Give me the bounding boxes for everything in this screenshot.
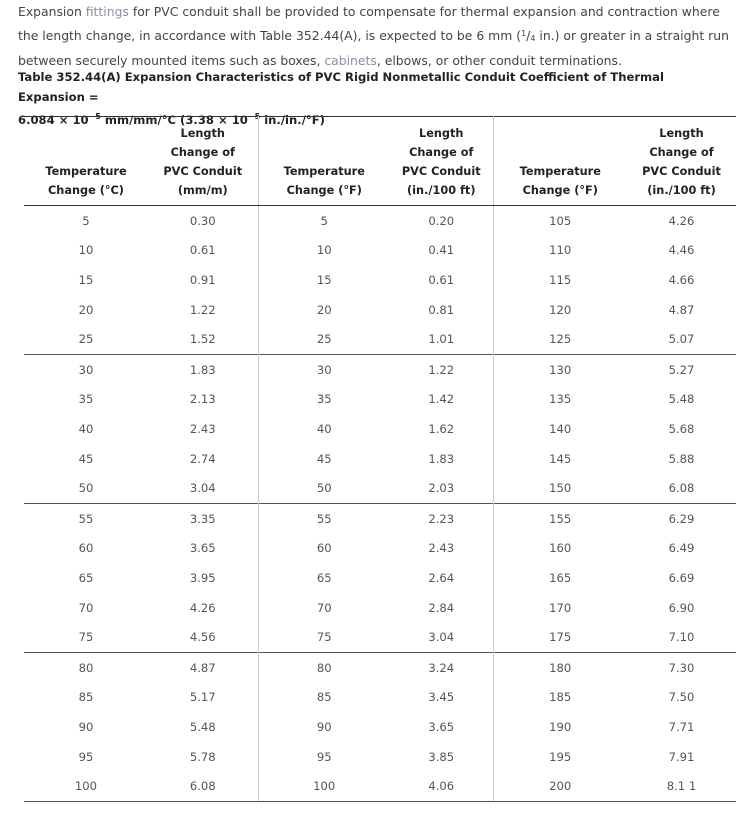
table-cell: 1.62 bbox=[390, 414, 493, 444]
column-header-line: Change of bbox=[649, 146, 714, 159]
column-header-line: Length bbox=[419, 127, 464, 140]
intro-text-3: in.) or greater in a straight run between securely mounted items such as boxes, bbox=[18, 28, 729, 68]
table-cell: 55 bbox=[24, 503, 148, 533]
table-cell: 2.03 bbox=[390, 474, 493, 504]
table-row bbox=[24, 563, 736, 593]
table-cell: 55 bbox=[258, 503, 390, 533]
table-cell: 5.48 bbox=[668, 392, 695, 407]
table-cell: 0.41 bbox=[390, 235, 493, 265]
table-cell: 3.95 bbox=[148, 563, 258, 593]
table-row bbox=[24, 623, 736, 653]
table-cell: 45 bbox=[316, 451, 332, 466]
table-cell: 4.26 bbox=[148, 593, 258, 623]
table-cell: 7.50 bbox=[668, 690, 695, 705]
column-header-line: Length bbox=[659, 127, 704, 140]
table-cell: 3.04 bbox=[390, 623, 493, 653]
table-cell: 0.91 bbox=[148, 265, 258, 295]
table-cell: 5 bbox=[320, 213, 328, 228]
table-cell: 7.71 bbox=[668, 719, 695, 734]
fraction-numerator: 1 bbox=[521, 29, 527, 38]
table-row bbox=[24, 265, 736, 295]
table-cell: 1.22 bbox=[390, 354, 493, 384]
column-header-5 bbox=[493, 117, 627, 206]
table-cell: 50 bbox=[316, 481, 332, 496]
table-row bbox=[24, 474, 736, 504]
table-cell: 4.87 bbox=[148, 652, 258, 682]
table-cell: 15 bbox=[78, 272, 94, 287]
table-cell: 7.91 bbox=[668, 749, 695, 764]
table-cell: 80 bbox=[24, 652, 148, 682]
table-cell: 200 bbox=[493, 772, 627, 802]
table-cell: 140 bbox=[549, 421, 572, 436]
table-cell: 5.48 bbox=[148, 712, 258, 742]
column-header-2 bbox=[148, 117, 258, 206]
table-cell: 1.83 bbox=[390, 444, 493, 474]
column-header-line: (in./100 ft) bbox=[407, 184, 476, 197]
table-header bbox=[24, 117, 736, 206]
table-cell: 85 bbox=[316, 690, 332, 705]
table-cell: 4.87 bbox=[668, 302, 695, 317]
table-cell: 105 bbox=[549, 213, 572, 228]
table-cell: 70 bbox=[316, 600, 332, 615]
table-cell: 1.83 bbox=[148, 354, 258, 384]
table-cell: 170 bbox=[549, 600, 572, 615]
table-cell: 2.43 bbox=[148, 414, 258, 444]
table-cell: 0.81 bbox=[390, 295, 493, 325]
table-cell: 6.90 bbox=[668, 600, 695, 615]
table-cell: 120 bbox=[549, 302, 572, 317]
table-row bbox=[24, 652, 736, 682]
column-header-1 bbox=[24, 117, 148, 206]
table-cell: 5.17 bbox=[148, 682, 258, 712]
column-header-line: PVC Conduit bbox=[642, 165, 721, 178]
table-cell: 6.29 bbox=[627, 503, 736, 533]
table-cell: 165 bbox=[549, 570, 572, 585]
table-cell: 3.65 bbox=[148, 533, 258, 563]
table-cell: 45 bbox=[78, 451, 94, 466]
table-cell: 75 bbox=[316, 630, 332, 645]
table-cell: 25 bbox=[78, 332, 94, 347]
table-cell: 90 bbox=[78, 719, 94, 734]
column-header-line: Temperature bbox=[45, 165, 127, 178]
table-cell: 2.43 bbox=[390, 533, 493, 563]
table-row bbox=[24, 712, 736, 742]
table-row bbox=[24, 444, 736, 474]
table-cell: 145 bbox=[549, 451, 572, 466]
column-header-line: Change (°F) bbox=[286, 184, 362, 197]
table-cell: 110 bbox=[549, 243, 572, 258]
table-cell: 160 bbox=[549, 541, 572, 556]
table-cell: 115 bbox=[549, 272, 572, 287]
table-cell: 5.07 bbox=[668, 332, 695, 347]
table-cell: 0.20 bbox=[390, 206, 493, 236]
table-row bbox=[24, 295, 736, 325]
table-row bbox=[24, 384, 736, 414]
table-cell: 95 bbox=[316, 749, 332, 764]
table-cell: 6.49 bbox=[668, 541, 695, 556]
table-cell: 5.88 bbox=[668, 451, 695, 466]
table-cell: 85 bbox=[78, 690, 94, 705]
table-cell: 20 bbox=[316, 302, 332, 317]
column-header-line: Temperature bbox=[519, 165, 601, 178]
column-header-line: Temperature bbox=[283, 165, 365, 178]
quarter-fraction: $^1/_4$ bbox=[521, 28, 536, 43]
table-cell: 5.68 bbox=[668, 421, 695, 436]
intro-text-2: for PVC conduit shall be provided to compensate for thermal expansion and contraction where the length change, in accordance with Table 352.44(A), is expected to be 6 mm ( bbox=[18, 4, 720, 43]
column-header-6 bbox=[627, 117, 736, 206]
table-cell: 1.52 bbox=[148, 325, 258, 355]
table-cell: 65 bbox=[316, 570, 332, 585]
table-cell: 155 bbox=[493, 503, 627, 533]
table-cell: 7.30 bbox=[627, 652, 736, 682]
table-cell: 125 bbox=[549, 332, 572, 347]
table-caption-line-2: $6.084 \times 10^{-5}$ mm/mm/°C ($3.38 \times 10^{-5}$ in./in./°F) bbox=[18, 112, 325, 127]
table-row bbox=[24, 682, 736, 712]
table-cell: 80 bbox=[258, 652, 390, 682]
table-cell: 1.01 bbox=[390, 325, 493, 355]
column-header-line: PVC Conduit bbox=[401, 165, 481, 178]
column-header-4 bbox=[390, 117, 493, 206]
table-cell: 20 bbox=[78, 302, 94, 317]
table-cell: 0.61 bbox=[390, 265, 493, 295]
table-cell: 35 bbox=[78, 392, 94, 407]
column-header-line: Change of bbox=[409, 146, 474, 159]
table-cell: 4.46 bbox=[668, 243, 695, 258]
table-row bbox=[24, 772, 736, 802]
fittings-link[interactable]: fittings bbox=[85, 4, 129, 19]
table-cell: 6.08 bbox=[148, 772, 258, 802]
table-cell: 195 bbox=[549, 749, 572, 764]
table-cell: 65 bbox=[78, 570, 94, 585]
table-row bbox=[24, 325, 736, 355]
table-row bbox=[24, 533, 736, 563]
table-cell: 190 bbox=[549, 719, 572, 734]
table-cell: 100 bbox=[24, 772, 148, 802]
table-cell: 3.04 bbox=[148, 474, 258, 504]
table-cell: 5.27 bbox=[627, 354, 736, 384]
table-cell: 4.06 bbox=[390, 772, 493, 802]
table-row bbox=[24, 354, 736, 384]
header-row bbox=[24, 117, 736, 206]
table-cell: 40 bbox=[78, 421, 94, 436]
cabinets-link[interactable]: cabinets bbox=[324, 53, 377, 68]
table-cell: 60 bbox=[78, 541, 94, 556]
table-row bbox=[24, 593, 736, 623]
table-cell: 0.61 bbox=[148, 235, 258, 265]
table-cell: 10 bbox=[316, 243, 332, 258]
table-row bbox=[24, 414, 736, 444]
column-header-line: (mm/m) bbox=[177, 184, 228, 197]
table-cell: 30 bbox=[258, 354, 390, 384]
table-row bbox=[24, 206, 736, 236]
table-body bbox=[24, 206, 736, 802]
column-header-line: Length bbox=[180, 127, 225, 140]
table-cell: 75 bbox=[78, 630, 94, 645]
table-cell: 4.66 bbox=[668, 272, 695, 287]
table-cell: 6.08 bbox=[668, 481, 695, 496]
column-header-line: Change (°C) bbox=[48, 184, 124, 197]
intro-text-4: , elbows, or other conduit terminations. bbox=[376, 53, 622, 68]
table-cell: 8.1 1 bbox=[627, 772, 736, 802]
table-cell: 5.78 bbox=[148, 742, 258, 772]
table-cell: 35 bbox=[316, 392, 332, 407]
table-cell: 135 bbox=[549, 392, 572, 407]
table-row bbox=[24, 742, 736, 772]
table-cell: 2.13 bbox=[148, 384, 258, 414]
table-cell: 0.30 bbox=[148, 206, 258, 236]
column-header-line: PVC Conduit bbox=[163, 165, 243, 178]
table-cell: 50 bbox=[78, 481, 94, 496]
table-cell: 25 bbox=[316, 332, 332, 347]
column-header-line: Change (°F) bbox=[522, 184, 598, 197]
table-cell: 7.10 bbox=[668, 630, 695, 645]
table-cell: 2.23 bbox=[390, 503, 493, 533]
table-cell: 1.42 bbox=[390, 384, 493, 414]
table-cell: 10 bbox=[78, 243, 94, 258]
table-cell: 6.69 bbox=[668, 570, 695, 585]
table-cell: 3.65 bbox=[390, 712, 493, 742]
table-caption-line-1: Table 352.44(A) Expansion Characteristics of PVC Rigid Nonmetallic Conduit Coefficient of Thermal Expansion = bbox=[18, 70, 664, 104]
column-header-line: Change of bbox=[170, 146, 235, 159]
table-cell: 70 bbox=[78, 600, 94, 615]
intro-paragraph bbox=[18, 1, 734, 72]
table-cell: 175 bbox=[549, 630, 572, 645]
table-cell: 15 bbox=[316, 272, 332, 287]
table-cell: 1.22 bbox=[148, 295, 258, 325]
table-cell: 60 bbox=[316, 541, 332, 556]
table-cell: 3.24 bbox=[390, 652, 493, 682]
column-header-3 bbox=[258, 117, 390, 206]
table-cell: 150 bbox=[549, 481, 572, 496]
table-row bbox=[24, 503, 736, 533]
table-cell: 4.26 bbox=[668, 213, 695, 228]
table-cell: 180 bbox=[493, 652, 627, 682]
intro-text-1: Expansion bbox=[18, 4, 86, 19]
table-cell: 5 bbox=[82, 213, 90, 228]
table-cell: 40 bbox=[316, 421, 332, 436]
table-row bbox=[24, 235, 736, 265]
fraction-denominator: 4 bbox=[530, 34, 536, 43]
table-cell: 185 bbox=[549, 690, 572, 705]
column-header-line: (in./100 ft) bbox=[647, 184, 716, 197]
table-cell: 30 bbox=[24, 354, 148, 384]
table-cell: 2.64 bbox=[390, 563, 493, 593]
table-cell: 95 bbox=[78, 749, 94, 764]
table-cell: 130 bbox=[493, 354, 627, 384]
table-cell: 100 bbox=[258, 772, 390, 802]
expansion-table bbox=[24, 116, 736, 802]
table-cell: 3.35 bbox=[148, 503, 258, 533]
table-cell: 2.84 bbox=[390, 593, 493, 623]
table-cell: 4.56 bbox=[148, 623, 258, 653]
table-cell: 90 bbox=[316, 719, 332, 734]
table-cell: 2.74 bbox=[148, 444, 258, 474]
table-cell: 3.85 bbox=[390, 742, 493, 772]
table-cell: 3.45 bbox=[390, 682, 493, 712]
